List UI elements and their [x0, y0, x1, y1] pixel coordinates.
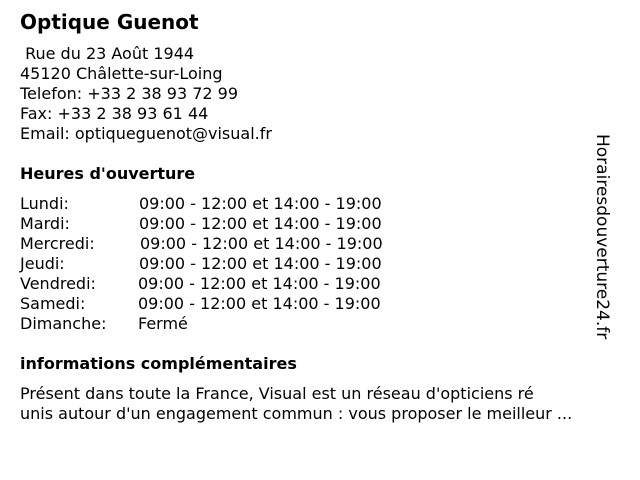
- day-label: Lundi:: [20, 194, 69, 213]
- day-label: Dimanche:: [20, 314, 107, 333]
- day-hours: Fermé: [138, 314, 188, 333]
- day-label: Jeudi:: [20, 254, 65, 273]
- day-label: Samedi:: [20, 294, 86, 313]
- day-hours: 09:00 - 12:00 et 14:00 - 19:00: [139, 214, 382, 233]
- fax-number: Fax: +33 2 38 93 61 44: [20, 104, 209, 123]
- day-hours: 09:00 - 12:00 et 14:00 - 19:00: [139, 194, 382, 213]
- email-address: Email: optiqueguenot@visual.fr: [20, 124, 272, 143]
- day-hours: 09:00 - 12:00 et 14:00 - 19:00: [138, 294, 381, 313]
- additional-info-heading: informations complémentaires: [20, 354, 297, 373]
- store-name: Optique Guenot: [20, 10, 199, 34]
- opening-hours-heading: Heures d'ouverture: [20, 164, 196, 183]
- city-address: 45120 Châlette-sur-Loing: [20, 64, 223, 83]
- day-label: Mardi:: [20, 214, 70, 233]
- info-line: unis autour d'un engagement commun : vous proposer le meilleur ...: [20, 404, 573, 423]
- info-line: Présent dans toute la France, Visual est un réseau d'opticiens ré: [20, 384, 534, 403]
- additional-info-text: [20, 384, 572, 424]
- day-hours: 09:00 - 12:00 et 14:00 - 19:00: [139, 254, 382, 273]
- site-watermark: Horairesdouverture24.fr: [592, 134, 612, 340]
- contact-block: [20, 44, 272, 144]
- day-label: Mercredi:: [20, 234, 95, 253]
- day-label: Vendredi:: [20, 274, 96, 293]
- day-hours: 09:00 - 12:00 et 14:00 - 19:00: [138, 274, 381, 293]
- phone-number: Telefon: +33 2 38 93 72 99: [20, 84, 239, 103]
- street-address: Rue du 23 Août 1944: [20, 44, 195, 63]
- day-hours: 09:00 - 12:00 et 14:00 - 19:00: [140, 234, 383, 253]
